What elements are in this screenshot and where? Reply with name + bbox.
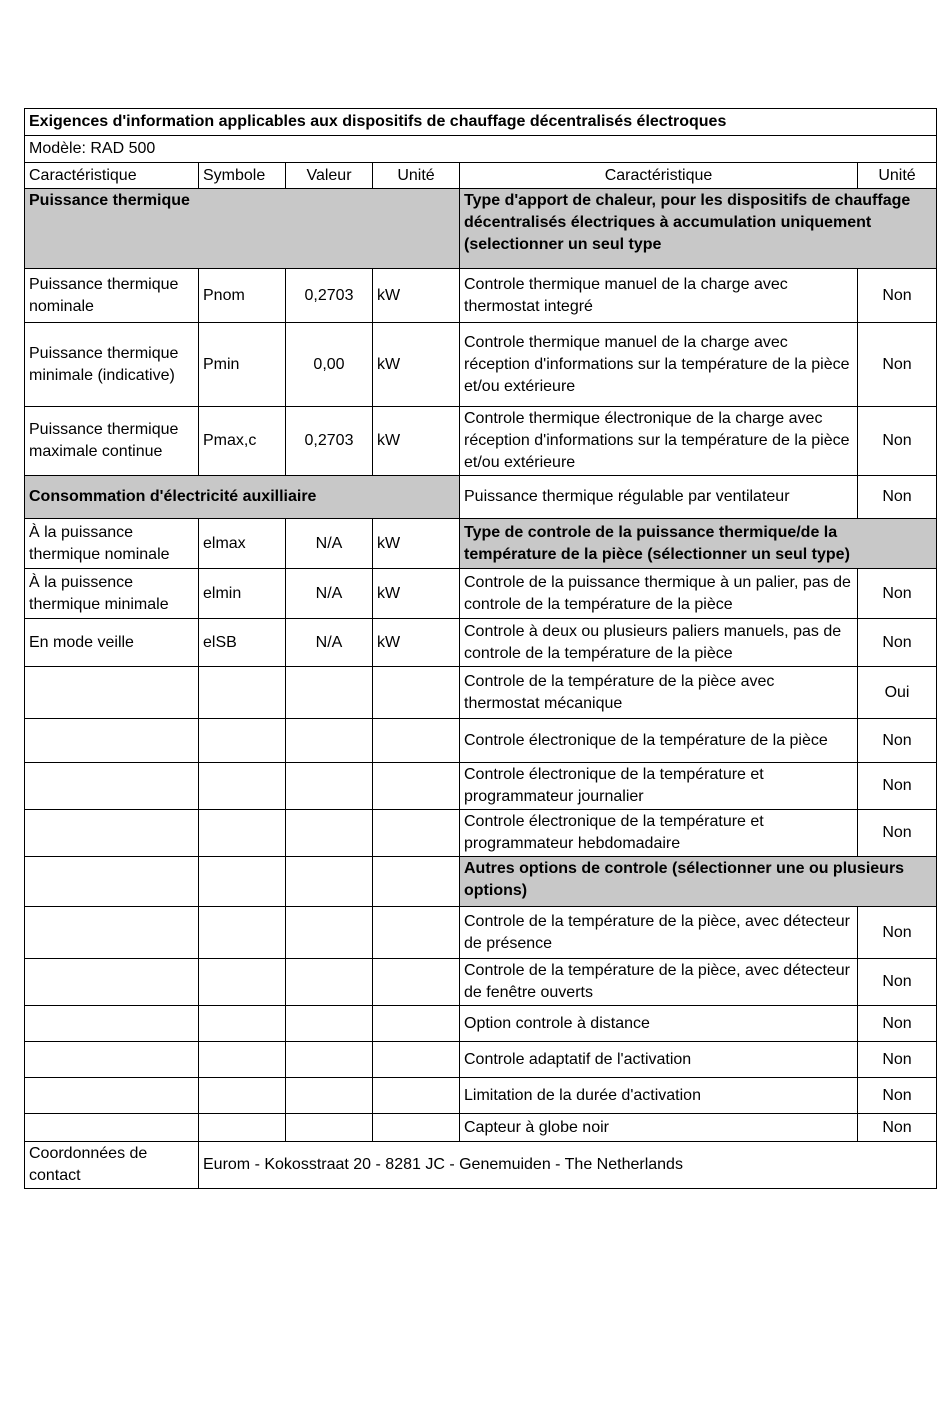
row-value-right: Non: [858, 1042, 937, 1078]
row-unit: kW: [373, 269, 460, 323]
header-symbol: Symbole: [199, 163, 286, 189]
header-unit-right: Unité: [858, 163, 937, 189]
table-title: Exigences d'information applicables aux dispositifs de chauffage décentralisés électroques: [25, 109, 937, 136]
row-value-right: Non: [858, 810, 937, 857]
row-value-right: Non: [858, 476, 937, 519]
row-label: À la puissance thermique nominale: [25, 519, 199, 569]
row-value: 0,2703: [286, 407, 373, 476]
row-label-right: Controle électronique de la température et programmateur hebdomadaire: [460, 810, 858, 857]
section-aux-consumption: Consommation d'électricité auxilliaire: [25, 476, 460, 519]
spec-sheet: [24, 108, 936, 1189]
table-row: [25, 763, 937, 810]
row-unit: kW: [373, 407, 460, 476]
section-heat-output: Puissance thermique: [25, 189, 460, 269]
row-value-right: Non: [858, 407, 937, 476]
section-other-options: Autres options de controle (sélectionner une ou plusieurs options): [460, 857, 937, 907]
row-symbol: Pmin: [199, 323, 286, 407]
row-value-right: Non: [858, 959, 937, 1006]
table-row: [25, 857, 937, 907]
model-label: Modèle: RAD 500: [25, 136, 937, 163]
contact-value: Eurom - Kokosstraat 20 - 8281 JC - Genemuiden - The Netherlands: [199, 1142, 937, 1189]
header-characteristic-right: Caractéristique: [460, 163, 858, 189]
header-characteristic: Caractéristique: [25, 163, 199, 189]
row-value-right: Non: [858, 763, 937, 810]
table-row: [25, 810, 937, 857]
row-unit: kW: [373, 323, 460, 407]
table-row: [25, 1114, 937, 1142]
row-label-right: Capteur à globe noir: [460, 1114, 858, 1142]
table-row: [25, 959, 937, 1006]
row-value-right: Non: [858, 907, 937, 959]
row-label-right: Controle de la température de la pièce avec thermostat mécanique: [460, 667, 858, 719]
table-row: [25, 569, 937, 619]
row-label-right: Controle thermique manuel de la charge avec thermostat integré: [460, 269, 858, 323]
section-heat-input-type: Type d'apport de chaleur, pour les dispositifs de chauffage décentralisés électriques à accumulation uniquement (selectionner un seul type: [460, 189, 937, 269]
row-label-right: Controle adaptatif de l'activation: [460, 1042, 858, 1078]
header-unit: Unité: [373, 163, 460, 189]
table-row: [25, 476, 937, 519]
table-row: [25, 1006, 937, 1042]
header-row: [25, 163, 937, 189]
table-row: [25, 407, 937, 476]
row-value: N/A: [286, 619, 373, 667]
row-symbol: elmax: [199, 519, 286, 569]
row-value-right: Non: [858, 1078, 937, 1114]
row-symbol: Pmax,c: [199, 407, 286, 476]
row-label-right: Controle de la température de la pièce, avec détecteur de présence: [460, 907, 858, 959]
table-row: [25, 269, 937, 323]
row-label-right: Controle de la puissance thermique à un palier, pas de controle de la température de la pièce: [460, 569, 858, 619]
row-label: À la puissence thermique minimale: [25, 569, 199, 619]
row-label: Puissance thermique nominale: [25, 269, 199, 323]
table-row: [25, 519, 937, 569]
row-label: Puissance thermique maximale continue: [25, 407, 199, 476]
header-value: Valeur: [286, 163, 373, 189]
row-unit: kW: [373, 619, 460, 667]
table-row: [25, 667, 937, 719]
table-row: [25, 323, 937, 407]
row-value-right: Non: [858, 269, 937, 323]
row-symbol: elSB: [199, 619, 286, 667]
table-row: [25, 907, 937, 959]
row-label-right: Controle à deux ou plusieurs paliers manuels, pas de controle de la température de la pièce: [460, 619, 858, 667]
table-row: [25, 1042, 937, 1078]
row-symbol: elmin: [199, 569, 286, 619]
row-label: Puissance thermique minimale (indicative): [25, 323, 199, 407]
contact-row: [25, 1142, 937, 1189]
row-label-right: Controle électronique de la température et programmateur journalier: [460, 763, 858, 810]
row-symbol: Pnom: [199, 269, 286, 323]
row-value-right: Non: [858, 1006, 937, 1042]
row-label-right: Controle thermique manuel de la charge avec réception d'informations sur la température de la pièce et/ou extérieure: [460, 323, 858, 407]
contact-label: Coordonnées de contact: [25, 1142, 199, 1189]
row-value-right: Non: [858, 719, 937, 763]
row-value: 0,2703: [286, 269, 373, 323]
row-value-right: Non: [858, 569, 937, 619]
row-unit: kW: [373, 519, 460, 569]
row-label-right: Controle de la température de la pièce, avec détecteur de fenêtre ouverts: [460, 959, 858, 1006]
row-label: En mode veille: [25, 619, 199, 667]
row-value-right: Oui: [858, 667, 937, 719]
table-row: [25, 619, 937, 667]
row-value-right: Non: [858, 1114, 937, 1142]
row-label-right: Limitation de la durée d'activation: [460, 1078, 858, 1114]
row-value: 0,00: [286, 323, 373, 407]
row-label-right: Puissance thermique régulable par ventilateur: [460, 476, 858, 519]
info-table: [24, 108, 937, 1189]
row-label-right: Option controle à distance: [460, 1006, 858, 1042]
row-value-right: Non: [858, 323, 937, 407]
table-row: [25, 719, 937, 763]
row-value: N/A: [286, 569, 373, 619]
section-control-type: Type de controle de la puissance thermique/de la température de la pièce (sélectionner un seul type): [460, 519, 937, 569]
row-label-right: Controle thermique électronique de la charge avec réception d'informations sur la température de la pièce et/ou extérieure: [460, 407, 858, 476]
row-label-right: Controle électronique de la température de la pièce: [460, 719, 858, 763]
row-value: N/A: [286, 519, 373, 569]
table-row: [25, 1078, 937, 1114]
row-value-right: Non: [858, 619, 937, 667]
row-unit: kW: [373, 569, 460, 619]
